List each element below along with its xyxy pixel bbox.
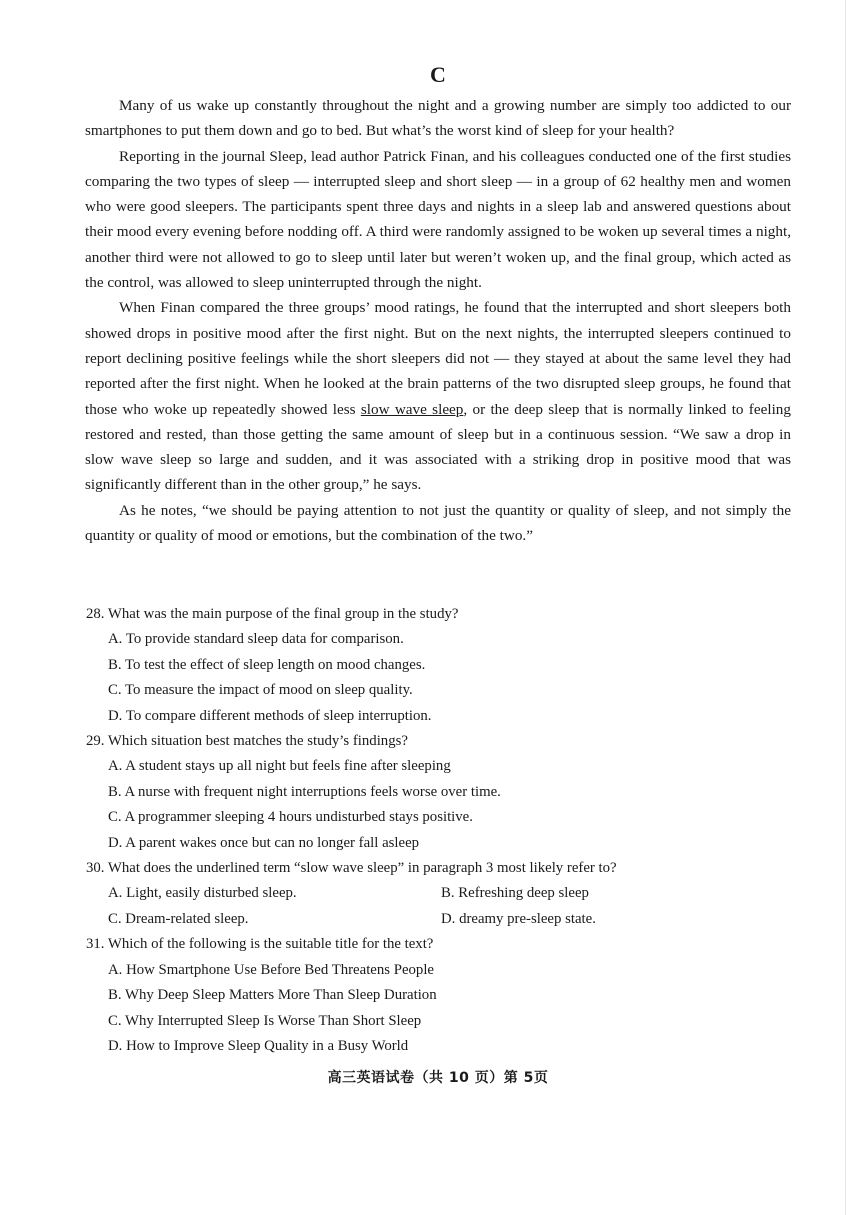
option-d: D. dreamy pre-sleep state.	[441, 910, 596, 927]
reading-passage	[85, 93, 791, 548]
passage-paragraph-4: As he notes, “we should be paying attention to not just the quantity or quality of sleep, and not simply the quantity or quality of mood or emotions, but the combination of the two.”	[85, 501, 791, 545]
option-c: C. Why Interrupted Sleep Is Worse Than Short Sleep	[108, 1012, 422, 1029]
option-a: A. To provide standard sleep data for comparison.	[108, 631, 404, 648]
option-c: C. Dream-related sleep.	[108, 910, 249, 927]
paragraph-3-text-after: , or the deep sleep that is normally linked to feeling restored and rested, than those getting the same amount of sleep but in a continuous session. “We saw a drop in slow wave sleep so large and sudden, and it was associated with a striking drop in positive mood that was significantly different than in the other group,” he says.	[85, 400, 791, 494]
option-a: A. Light, easily disturbed sleep.	[108, 885, 297, 902]
question-stem: 31. Which of the following is the suitable title for the text?	[86, 936, 434, 953]
underlined-term: slow wave sleep	[360, 400, 464, 418]
option-b: B. To test the effect of sleep length on mood changes.	[108, 656, 426, 673]
question-30	[86, 856, 786, 932]
passage-paragraph-3	[85, 295, 791, 497]
option-c: C. A programmer sleeping 4 hours undisturbed stays positive.	[108, 809, 473, 826]
option-b: B. Why Deep Sleep Matters More Than Sleep Duration	[108, 987, 437, 1004]
question-28	[86, 602, 786, 729]
option-d: D. How to Improve Sleep Quality in a Busy World	[108, 1037, 409, 1054]
question-stem: 28. What was the main purpose of the final group in the study?	[86, 606, 459, 622]
passage-paragraph-1: Many of us wake up constantly throughout the night and a growing number are simply too addicted to our smartphones to put them down and go to bed. But what’s the worst kind of sleep for your health?	[85, 97, 791, 140]
paragraph-3-text-before: When Finan compared the three groups’ mood ratings, he found that the interrupted and short sleepers both showed drops in positive mood after the first night. But on the next nights, the interrupted sleepers continued to report declining positive feelings while the short sleepers did not — they stayed at about the same level they had reported after the first night. When he looked at the brain patterns of the two disrupted sleep groups, he found that those who woke up repeatedly showed less	[85, 299, 791, 418]
option-row	[108, 907, 786, 932]
option-row	[108, 881, 786, 906]
question-stem: 30. What does the underlined term “slow wave sleep” in paragraph 3 most likely refer to?	[86, 860, 617, 877]
question-stem: 29. Which situation best matches the study’s findings?	[86, 733, 408, 750]
option-d: D. To compare different methods of sleep interruption.	[108, 707, 432, 724]
option-b: B. Refreshing deep sleep	[441, 885, 589, 902]
option-d: D. A parent wakes once but can no longer fall asleep	[108, 834, 420, 851]
section-heading: C	[430, 62, 446, 87]
passage-paragraph-2: Reporting in the journal Sleep, lead author Patrick Finan, and his colleagues conducted one of the first studies comparing the two types of sleep — interrupted sleep and short sleep — in a group of 62 healthy men and women who were good sleepers. The participants spent three days and nights in a sleep lab and answered questions about their mood every evening before nodding off. A third were randomly assigned to be woken up several times a night, another third were not allowed to go to sleep until later but weren’t woken up, and the final group, which acted as the control, was allowed to sleep uninterrupted through the night.	[85, 147, 791, 292]
option-c: C. To measure the impact of mood on sleep quality.	[108, 682, 413, 699]
question-list	[86, 602, 786, 1059]
option-b: B. A nurse with frequent night interruptions feels worse over time.	[108, 783, 501, 800]
option-a: A. A student stays up all night but feels fine after sleeping	[108, 758, 451, 775]
question-31	[86, 932, 786, 1059]
option-a: A. How Smartphone Use Before Bed Threatens People	[108, 961, 435, 978]
question-29	[86, 729, 786, 856]
page-edge-line	[845, 0, 846, 1215]
page-footer: 高三英语试卷（共 10 页）第 5页	[327, 1070, 549, 1086]
